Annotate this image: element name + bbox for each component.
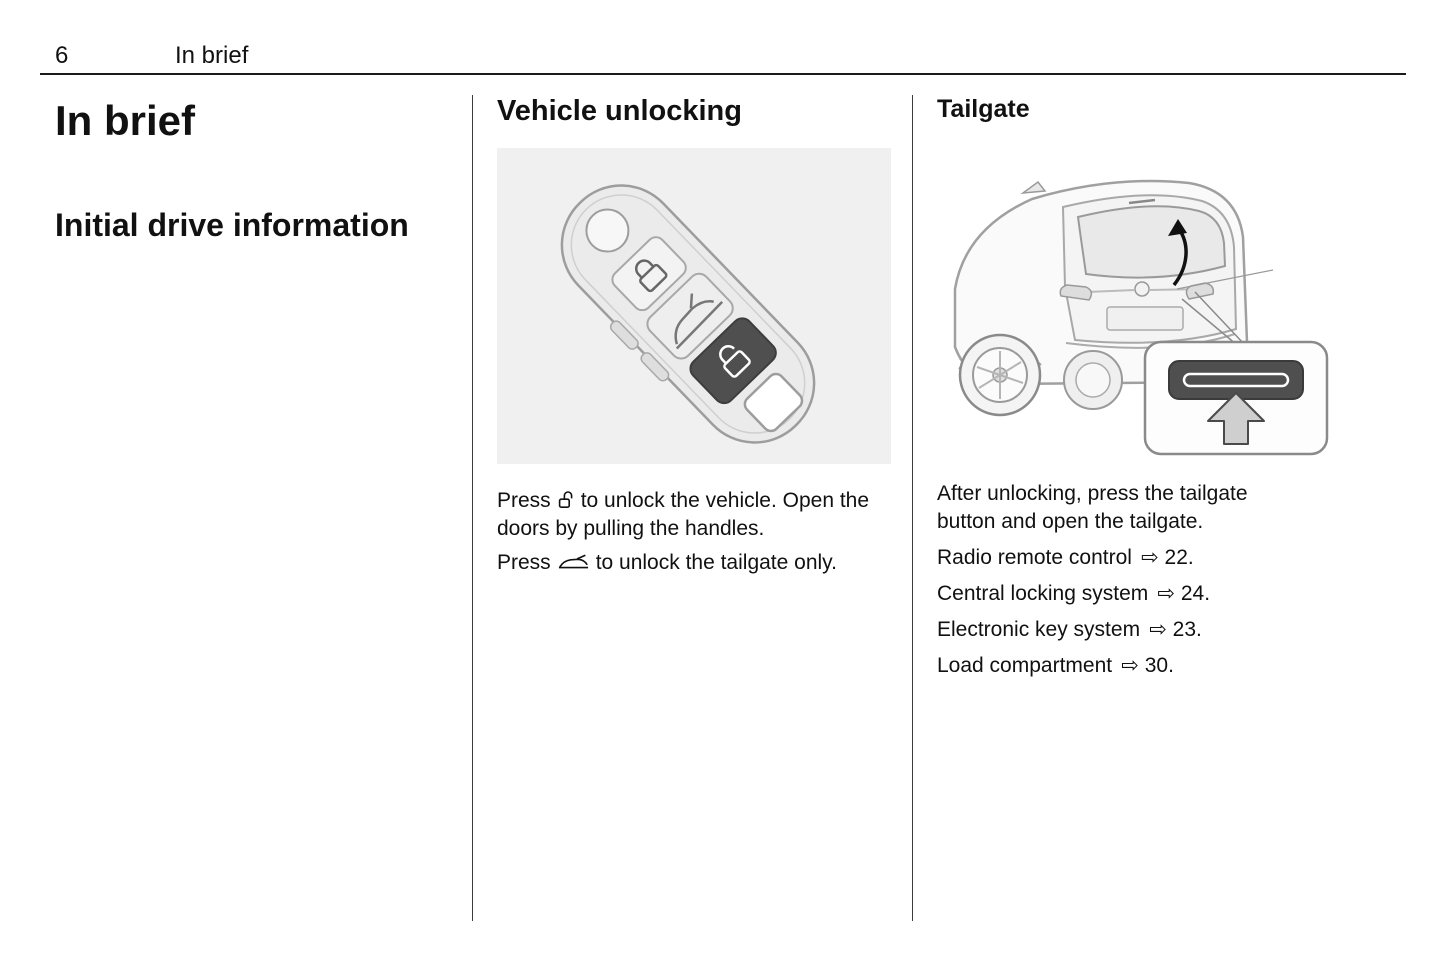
tailgate-illustration bbox=[937, 137, 1332, 457]
inset-tailgate-button bbox=[1145, 342, 1327, 454]
column-right bbox=[937, 95, 1332, 680]
reference-label: Electronic key system bbox=[937, 618, 1141, 641]
car-tailgate-icon bbox=[558, 554, 589, 571]
page-reference-arrow-icon: ⇨ bbox=[1121, 654, 1139, 677]
reference-load-compartment bbox=[937, 652, 1332, 680]
reference-page-number: 24. bbox=[1180, 582, 1211, 605]
header-rule bbox=[40, 73, 1406, 75]
reference-radio-remote-control bbox=[937, 544, 1332, 572]
paragraph-unlock-tailgate bbox=[497, 549, 891, 577]
chapter-title: In brief bbox=[55, 97, 196, 144]
paragraph-unlock-vehicle bbox=[497, 487, 891, 543]
reference-label: Load compartment bbox=[937, 654, 1113, 677]
column-divider-1 bbox=[472, 95, 473, 921]
text-before-unlock-icon: Press bbox=[497, 489, 551, 512]
paragraph-tailgate-instructions: After unlocking, press the tailgate button and open the tailgate. bbox=[937, 482, 1248, 533]
unlock-icon bbox=[558, 490, 574, 510]
column-left bbox=[55, 95, 447, 244]
reference-label: Central locking system bbox=[937, 582, 1149, 605]
reference-page-number: 22. bbox=[1164, 546, 1194, 569]
page-reference-arrow-icon: ⇨ bbox=[1149, 618, 1167, 641]
column-divider-2 bbox=[912, 95, 913, 921]
heading-vehicle-unlocking: Vehicle unlocking bbox=[497, 95, 742, 127]
key-fob-figure bbox=[497, 148, 891, 464]
reference-central-locking-system bbox=[937, 580, 1332, 608]
column-middle bbox=[497, 95, 891, 577]
reference-electronic-key-system bbox=[937, 616, 1332, 644]
running-header bbox=[55, 42, 248, 70]
running-section-title: In brief bbox=[175, 42, 249, 69]
tailgate-figure bbox=[937, 137, 1332, 457]
text-after-unlock-icon: to unlock the vehicle. Open the doors by pulling the handles. bbox=[497, 489, 870, 540]
reference-page-number: 30. bbox=[1144, 654, 1174, 677]
heading-tailgate: Tailgate bbox=[937, 95, 1030, 123]
key-fob-illustration bbox=[497, 148, 891, 464]
text-before-car-icon: Press bbox=[497, 551, 551, 574]
page-number: 6 bbox=[55, 42, 69, 69]
section-heading: Initial drive information bbox=[55, 207, 409, 243]
reference-page-number: 23. bbox=[1172, 618, 1202, 641]
page-reference-arrow-icon: ⇨ bbox=[1157, 582, 1175, 605]
text-after-car-icon: to unlock the tailgate only. bbox=[595, 551, 837, 574]
reference-label: Radio remote control bbox=[937, 546, 1132, 569]
page-reference-arrow-icon: ⇨ bbox=[1140, 546, 1159, 569]
